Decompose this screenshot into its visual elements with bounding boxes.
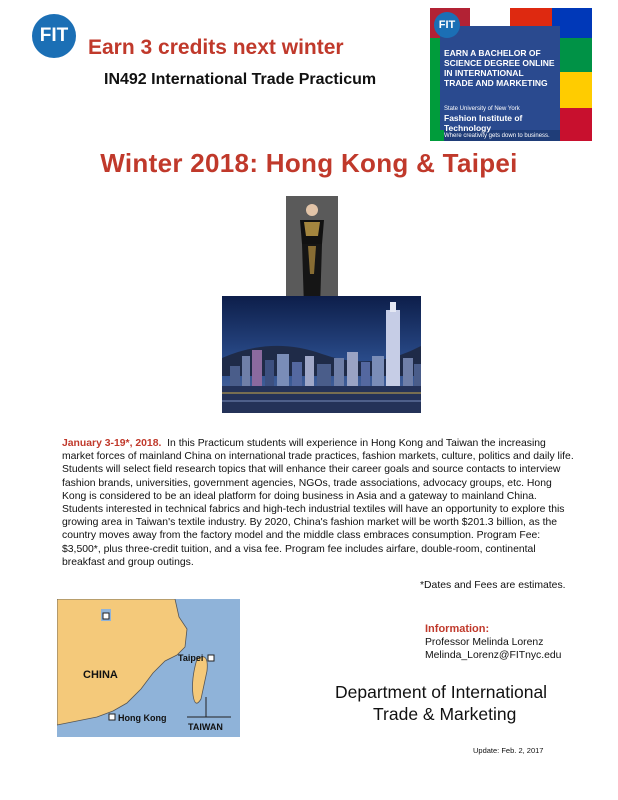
online-degree-promo-image xyxy=(430,8,592,141)
update-date: Update: Feb. 2, 2017 xyxy=(473,746,544,755)
department-line-1: Department of International xyxy=(335,682,548,702)
hong-kong-skyline-photo xyxy=(222,296,421,413)
contact-email[interactable]: Melinda_Lorenz@FITnyc.edu xyxy=(425,650,562,661)
map-china-taiwan xyxy=(57,599,240,737)
department-line-2: Trade & Marketing xyxy=(373,704,517,724)
program-dates: January 3-19*, 2018. xyxy=(62,438,162,449)
course-title: IN492 International Trade Practicum xyxy=(104,71,377,88)
map-label-taipei: Taipei xyxy=(178,653,204,663)
description-text: In this Practicum students will experience in Hong Kong and Taiwan the increasing market forces of mainland China on international trade practices, fashion markets, culture, politics and daily life. Students will select field research topics that will enhance their career goals and source contacts to interview fashion brands, universities, government agencies, NGOs, trade associations, advocacy groups, etc. Hong Kong is considered to be an ideal platform for doing business in Asia and a gateway to mainland China. Students interested in technical fabrics and high-tech industrial textiles will have an opportunity to explore this growing area in Taiwan's textile industry. By 2020, China's fashion market will be worth $201.3 billion, as the country moves away from the factory model and the middle class embraces consumption. Program Fee: $3,500*, plus three-credit tuition, and a visa fee. Program fee includes airfare, double-room, continental breakfast and group outings. xyxy=(62,438,574,568)
program-description xyxy=(62,437,578,569)
headline: Earn 3 credits next winter xyxy=(88,36,344,59)
promo-fit-logo: FIT xyxy=(434,12,460,38)
estimates-note: *Dates and Fees are estimates. xyxy=(420,580,566,591)
map-label-china: CHINA xyxy=(83,669,118,681)
page-title: Winter 2018: Hong Kong & Taipei xyxy=(100,148,518,178)
contact-name: Professor Melinda Lorenz xyxy=(425,637,544,648)
map-label-hongkong: Hong Kong xyxy=(118,713,167,723)
fit-logo: FIT xyxy=(32,14,76,58)
promo-institution: State University of New York Fashion Institute of Technology Where creativity gets down to business. xyxy=(444,106,550,139)
promo-headline: EARN A BACHELOR OF SCIENCE DEGREE ONLINE IN INTERNATIONAL TRADE AND MARKETING xyxy=(444,48,555,88)
map-label-taiwan: TAIWAN xyxy=(188,722,223,732)
info-heading: Information: xyxy=(425,623,490,635)
